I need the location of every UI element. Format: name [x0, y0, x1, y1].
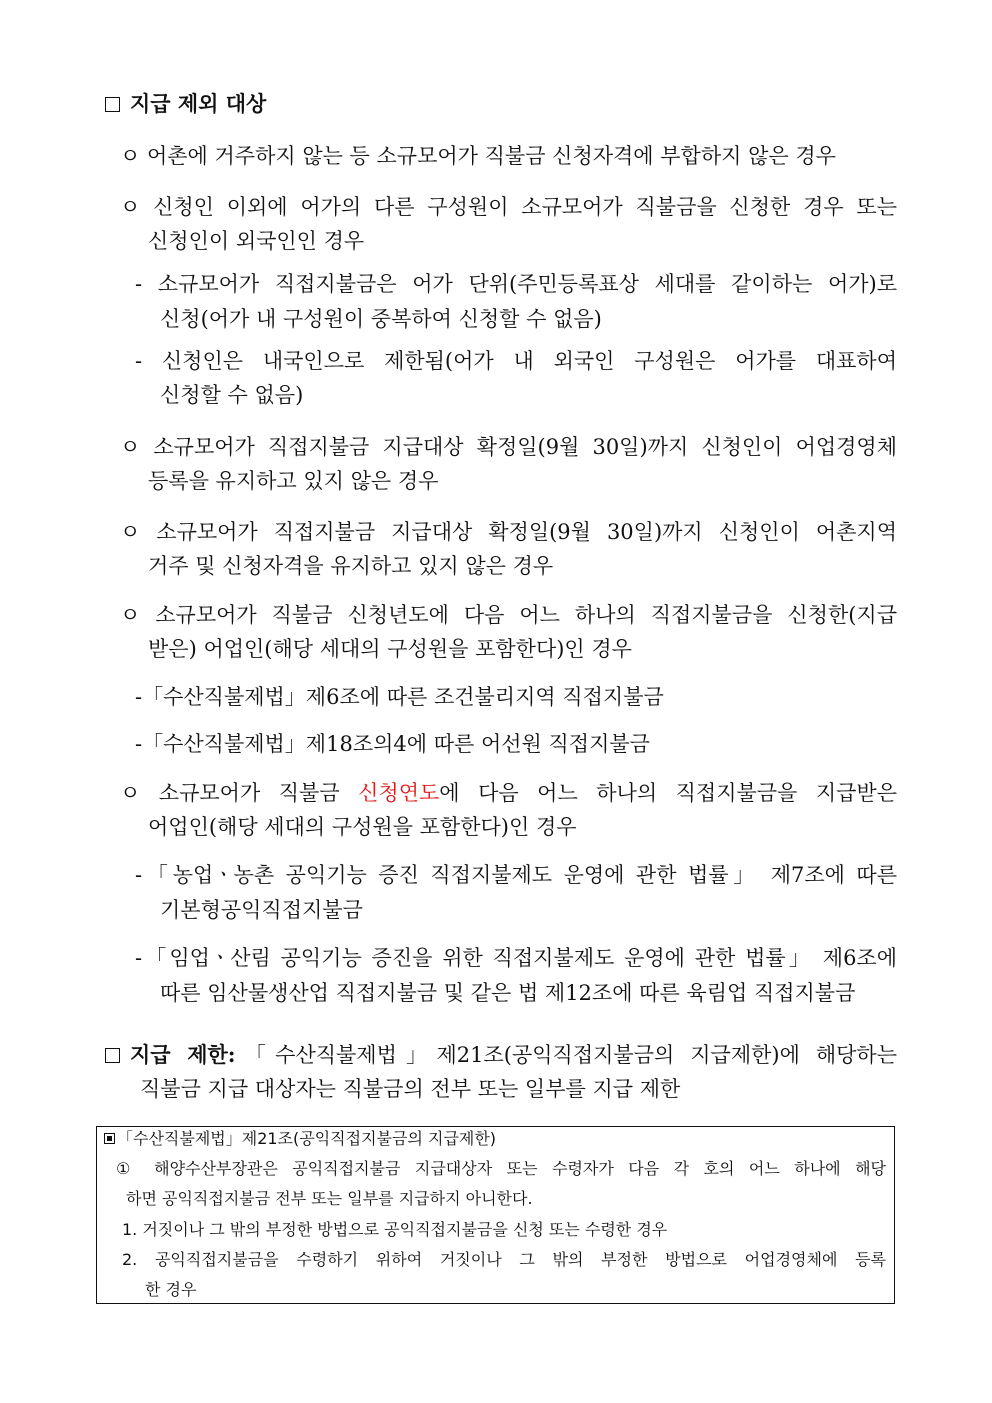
law-paragraph: ① 해양수산부장관은 공익직접지불금 지급대상자 또는 수령자가 다음 각 호의 어느 하나에 해당: [116, 1159, 886, 1178]
bullet-item: ㅇ 소규모어가 직접지불금 지급대상 확정일(9월 30일)까지 신청인이 어업경영체: [120, 435, 897, 459]
bullet-item-continuation: 신청인이 외국인인 경우: [148, 229, 365, 253]
bullet-item: ㅇ 신청인 이외에 어가의 다른 구성원이 소규모어가 직불금을 신청한 경우 또는: [120, 195, 897, 219]
dash-item-continuation: 신청할 수 없음): [160, 383, 304, 407]
dash-item-continuation: 신청(어가 내 구성원이 중복하여 신청할 수 없음): [160, 307, 602, 331]
section-heading-restriction: 지급 제한:「수산직불제법」제21조(공익직접지불금의 지급제한)에 해당하는: [105, 1041, 897, 1069]
bullet-item: ㅇ 소규모어가 직불금 신청연도에 다음 어느 하나의 직접지불금을 지급받은: [120, 781, 897, 805]
law-item: 2. 공익직접지불금을 수령하기 위하여 거짓이나 그 밖의 부정한 방법으로 어업경영체에 등록: [122, 1250, 886, 1269]
bullet-item: ㅇ 소규모어가 직접지불금 지급대상 확정일(9월 30일)까지 신청인이 어촌지역: [120, 520, 897, 544]
checkbox-square-icon: [105, 1048, 120, 1063]
dash-item: -「수산직불제법」제6조에 따른 조건불리지역 직접지불금: [135, 685, 664, 709]
law-item-continuation: 한 경우: [145, 1280, 197, 1299]
section-heading-exclusion: 지급 제외 대상: [105, 90, 266, 118]
law-excerpt-box: [96, 1126, 895, 1304]
bullet-item-continuation: 받은) 어업인(해당 세대의 구성원을 포함한다)인 경우: [148, 637, 632, 661]
dash-item: -「수산직불제법」제18조의4에 따른 어선원 직접지불금: [135, 732, 650, 756]
dash-item: - 신청인은 내국인으로 제한됨(어가 내 외국인 구성원은 어가를 대표하여: [135, 349, 897, 373]
bullet-item-continuation: 어업인(해당 세대의 구성원을 포함한다)인 경우: [148, 815, 577, 839]
dash-item: - 소규모어가 직접지불금은 어가 단위(주민등록표상 세대를 같이하는 어가)로: [135, 272, 897, 296]
law-item: 1. 거짓이나 그 밖의 부정한 방법으로 공익직접지불금을 신청 또는 수령한 경우: [122, 1220, 668, 1239]
dash-item: -「농업ㆍ농촌 공익기능 증진 직접지불제도 운영에 관한 법률」 제7조에 따른: [135, 863, 897, 887]
highlighted-term: 신청연도: [358, 781, 440, 805]
dash-item-continuation: 따른 임산물생산업 직접지불금 및 같은 법 제12조에 따른 육림업 직접지불금: [160, 981, 856, 1005]
bullet-item-continuation: 거주 및 신청자격을 유지하고 있지 않은 경우: [148, 554, 554, 578]
bullet-item-continuation: 등록을 유지하고 있지 않은 경우: [148, 469, 439, 493]
law-excerpt-title: 「수산직불제법」제21조(공익직접지불금의 지급제한): [104, 1128, 496, 1150]
law-paragraph-continuation: 하면 공익직접지불금 전부 또는 일부를 지급하지 아니한다.: [126, 1189, 533, 1208]
filled-square-icon: [104, 1133, 115, 1144]
dash-item: -「임업ㆍ산림 공익기능 증진을 위한 직접지불제도 운영에 관한 법률」 제6조에: [135, 946, 897, 970]
dash-item-continuation: 기본형공익직접지불금: [160, 898, 363, 922]
bullet-item: ㅇ 소규모어가 직불금 신청년도에 다음 어느 하나의 직접지불금을 신청한(지급: [120, 603, 897, 627]
checkbox-square-icon: [105, 97, 120, 112]
bullet-item: ㅇ 어촌에 거주하지 않는 등 소규모어가 직불금 신청자격에 부합하지 않은 경우: [120, 144, 836, 168]
section-heading-continuation: 직불금 지급 대상자는 직불금의 전부 또는 일부를 지급 제한: [140, 1077, 681, 1101]
